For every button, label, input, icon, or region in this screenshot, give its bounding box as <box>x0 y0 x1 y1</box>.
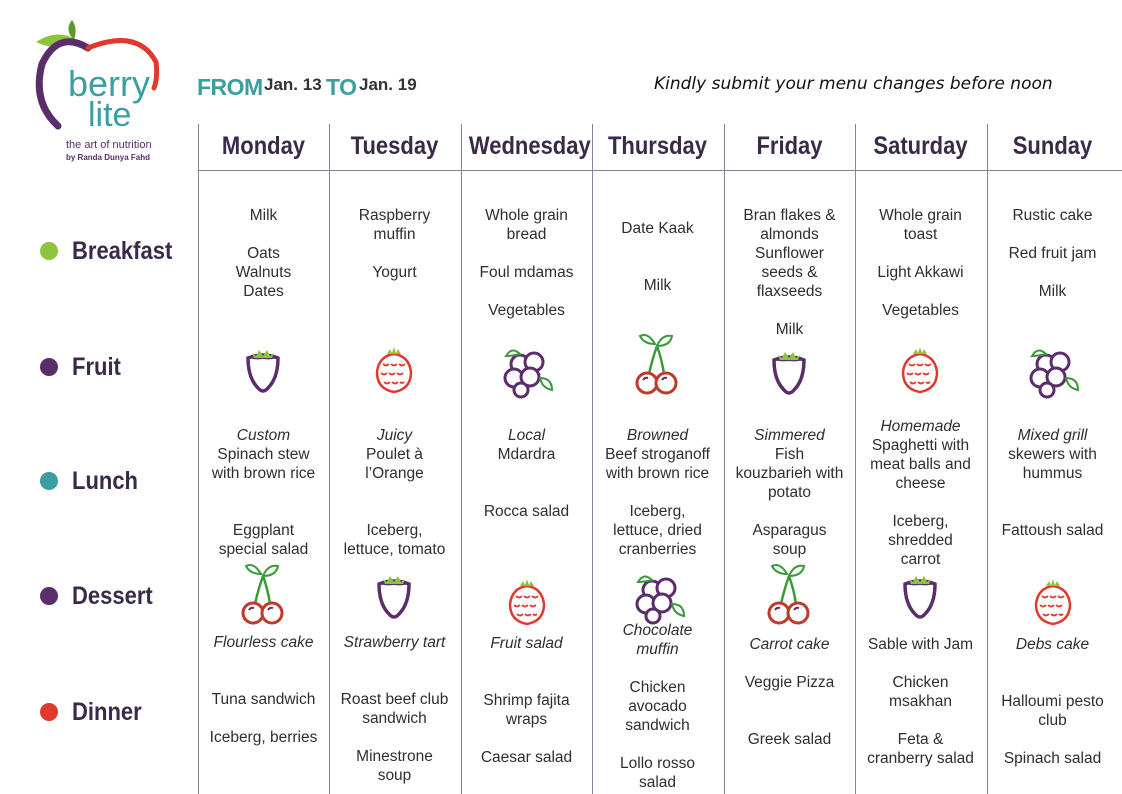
meal-dot <box>40 242 58 260</box>
day-saturday: Saturday <box>873 132 968 160</box>
thursday-lunch: Browned Beef stroganoff with brown rice Iceberg, lettuce, dried cranberries <box>605 427 710 558</box>
wednesday-dessert: Fruit salad <box>490 635 563 652</box>
blueberry-icon <box>624 560 694 630</box>
raspberry-icon <box>492 566 562 636</box>
meal-label: Fruit <box>72 352 121 381</box>
meal-lunch <box>40 466 147 496</box>
day-sunday: Sunday <box>1012 132 1093 160</box>
brand-tagline: the art of nutrition <box>66 139 152 151</box>
strawberry-icon <box>228 334 298 404</box>
day-wednesday: Wednesday <box>468 132 591 160</box>
monday-dessert: Flourless cake <box>213 634 314 651</box>
meal-fruit <box>40 352 128 382</box>
brand-byline: by Randa Dunya Fahd <box>66 153 151 162</box>
thursday-dinner: Chicken avocado sandwich Lollo rosso salad <box>620 679 695 791</box>
meal-label: Breakfast <box>72 236 173 265</box>
monday-dinner: Tuna sandwich Iceberg, berries <box>209 691 318 746</box>
submission-notice: Kindly submit your menu changes before noon <box>654 74 1053 94</box>
meal-dot <box>40 587 58 605</box>
to-date: Jan. 19 <box>359 75 417 94</box>
strawberry-icon <box>754 336 824 406</box>
sunday-dinner: Halloumi pesto club Spinach salad <box>1001 693 1104 767</box>
saturday-lunch: Homemade Spaghetti with meat balls and cheese Iceberg, shredded carrot <box>870 418 971 568</box>
logo-word-berry: berry <box>68 63 151 104</box>
cherry-icon <box>754 560 824 630</box>
blueberry-icon <box>492 334 562 404</box>
meal-dot <box>40 472 58 490</box>
strawberry-icon <box>359 560 429 630</box>
saturday-dessert: Sable with Jam <box>867 636 974 653</box>
meal-label: Dessert <box>72 581 153 610</box>
friday-breakfast: Bran flakes & almonds Sunflower seeds & flaxseeds Milk <box>743 207 836 338</box>
saturday-dinner: Chicken msakhan Feta & cranberry salad <box>867 674 974 767</box>
sunday-breakfast: Rustic cake Red fruit jam Milk <box>1008 207 1097 300</box>
meal-dot <box>40 358 58 376</box>
monday-lunch: Custom Spinach stew with brown rice Eggplant special salad <box>211 427 316 558</box>
monday-breakfast: Milk Oats Walnuts Dates <box>235 207 292 300</box>
header-divider <box>198 170 1122 171</box>
sunday-lunch: Mixed grill skewers with hummus Fattoush salad <box>1001 427 1104 539</box>
blueberry-icon <box>1018 334 1088 404</box>
tuesday-dinner: Roast beef club sandwich Minestrone soup <box>340 691 449 784</box>
cherry-icon <box>228 560 298 630</box>
wednesday-breakfast: Whole grain bread Foul mdamas Vegetables <box>479 207 574 319</box>
tuesday-lunch: Juicy Poulet à l’Orange Iceberg, lettuce, tomato <box>343 427 446 558</box>
logo-word-lite: lite <box>88 96 132 134</box>
day-tuesday: Tuesday <box>350 132 439 160</box>
meal-dot <box>40 703 58 721</box>
friday-dinner: Veggie Pizza Greek salad <box>744 674 835 748</box>
friday-dessert: Carrot cake <box>749 636 830 653</box>
raspberry-icon <box>359 334 429 404</box>
sunday-dessert: Debs cake <box>1015 636 1090 653</box>
cherry-icon <box>622 330 692 400</box>
meal-label: Dinner <box>72 697 142 726</box>
meal-dessert <box>40 581 164 611</box>
from-label: FROM <box>197 74 263 100</box>
meal-dinner <box>40 697 151 727</box>
meal-breakfast <box>40 236 186 266</box>
wednesday-dinner: Shrimp fajita wraps Caesar salad <box>480 692 573 766</box>
day-friday: Friday <box>756 132 823 160</box>
thursday-dessert: Chocolate muffin <box>622 622 693 658</box>
tuesday-breakfast: Raspberry muffin Yogurt <box>358 207 431 281</box>
tuesday-dessert: Strawberry tart <box>343 634 446 651</box>
strawberry-icon <box>885 560 955 630</box>
day-thursday: Thursday <box>607 132 708 160</box>
day-monday: Monday <box>221 132 306 160</box>
meal-label: Lunch <box>72 466 138 495</box>
thursday-breakfast: Date Kaak Milk <box>621 220 694 294</box>
friday-lunch: Simmered Fish kouzbarieh with potato Asparagus soup <box>735 427 844 558</box>
to-label: TO <box>326 74 357 100</box>
wednesday-lunch: Local Mdardra Rocca salad <box>483 427 570 520</box>
raspberry-icon <box>885 334 955 404</box>
saturday-breakfast: Whole grain toast Light Akkawi Vegetables <box>877 207 964 319</box>
from-date: Jan. 13 <box>264 75 322 94</box>
raspberry-icon <box>1018 566 1088 636</box>
